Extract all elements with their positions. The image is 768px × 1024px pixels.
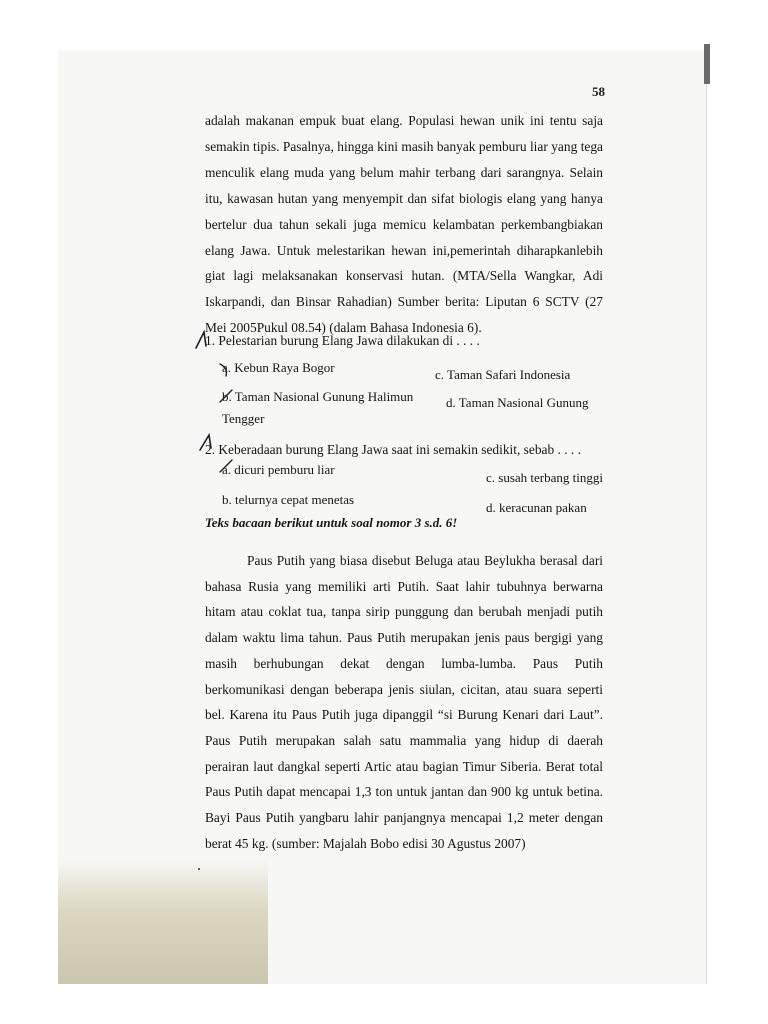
- pen-check-mark-q1-a: [216, 358, 238, 380]
- question-1: 1. Pelestarian burung Elang Jawa dilakukan di . . . .: [205, 333, 480, 348]
- q1-option-d: d. Taman Nasional Gunung: [446, 395, 589, 410]
- reading-instruction: Teks bacaan berikut untuk soal nomor 3 s.d. 6!: [205, 515, 458, 530]
- q1-option-c: c. Taman Safari Indonesia: [435, 367, 571, 382]
- question-2: 2. Keberadaan burung Elang Jawa saat ini semakin sedikit, sebab . . . .: [205, 442, 581, 457]
- reading-paragraph-paus-putih: Paus Putih yang biasa disebut Beluga atau Beylukha berasal dari bahasa Rusia yang memiliki arti Putih. Saat lahir tubuhnya berwarna hitam atau coklat tua, tanpa sirip punggung dan berubah menjadi putih dalam waktu lima tahun. Paus Putih merupakan jenis paus bergigi yang masih berhubungan dekat dengan lumba-lumba. Paus Putih berkomunikasi dengan beberapa jenis siulan, cicitan, atau suara seperti bel. Karena itu Paus Putih juga dipanggil “si Burung Kenari dari Laut”. Paus Putih merupakan salah satu mammalia yang hidup di daerah perairan laut dangkal seperti Artic atau bagian Timur Siberia. Berat total Paus Putih dapat mencapai 1,3 ton untuk jantan dan 900 kg untuk betina. Bayi Paus Putih yangbaru lahir panjangnya mencapai 1,2 meter dengan berat 45 kg. (sumber: Majalah Bobo edisi 30 Agustus 2007): [205, 553, 603, 851]
- ink-dot: [198, 868, 200, 870]
- q2-option-d: d. keracunan pakan: [486, 500, 587, 515]
- page-number: 58: [592, 84, 605, 99]
- q2-option-b: b. telurnya cepat menetas: [222, 492, 355, 507]
- pen-check-mark-q1: [192, 326, 222, 354]
- pen-cross-mark-q2-a: [216, 456, 238, 478]
- finger-shadow: [58, 860, 268, 984]
- q1-option-a: a. Kebun Raya Bogor: [222, 360, 335, 375]
- q2-option-c: c. susah terbang tinggi: [486, 470, 603, 485]
- page-edge-shadow: [704, 44, 710, 84]
- q2-option-a: a. dicuri pemburu liar: [222, 462, 335, 477]
- q1-option-d-continued: Tengger: [222, 411, 265, 426]
- pen-check-mark-q2: [196, 430, 226, 456]
- pen-cross-mark-q1-b: [216, 386, 238, 408]
- reading-paragraph-elang: adalah makanan empuk buat elang. Populasi hewan unik ini tentu saja semakin tipis. Pasalnya, hingga kini masih banyak pemburu liar yang tega menculik elang muda yang belum mahir terbang dari sarangnya. Selain itu, kawasan hutan yang menyempit dan sifat biologis elang yang hanya bertelur dua tahun sekali juga memicu kelambatan perkembangbiakan elang Jawa. Untuk melestarikan hewan ini,pemerintah diharapkanlebih giat lagi melaksanakan konservasi hutan. (MTA/Sella Wangkar, Adi Iskarpandi, dan Binsar Rahadian) Sumber berita: Liputan 6 SCTV (27 Mei 2005Pukul 08.54) (dalam Bahasa Indonesia 6).: [205, 113, 603, 336]
- q1-option-b: b. Taman Nasional Gunung Halimun: [222, 389, 414, 404]
